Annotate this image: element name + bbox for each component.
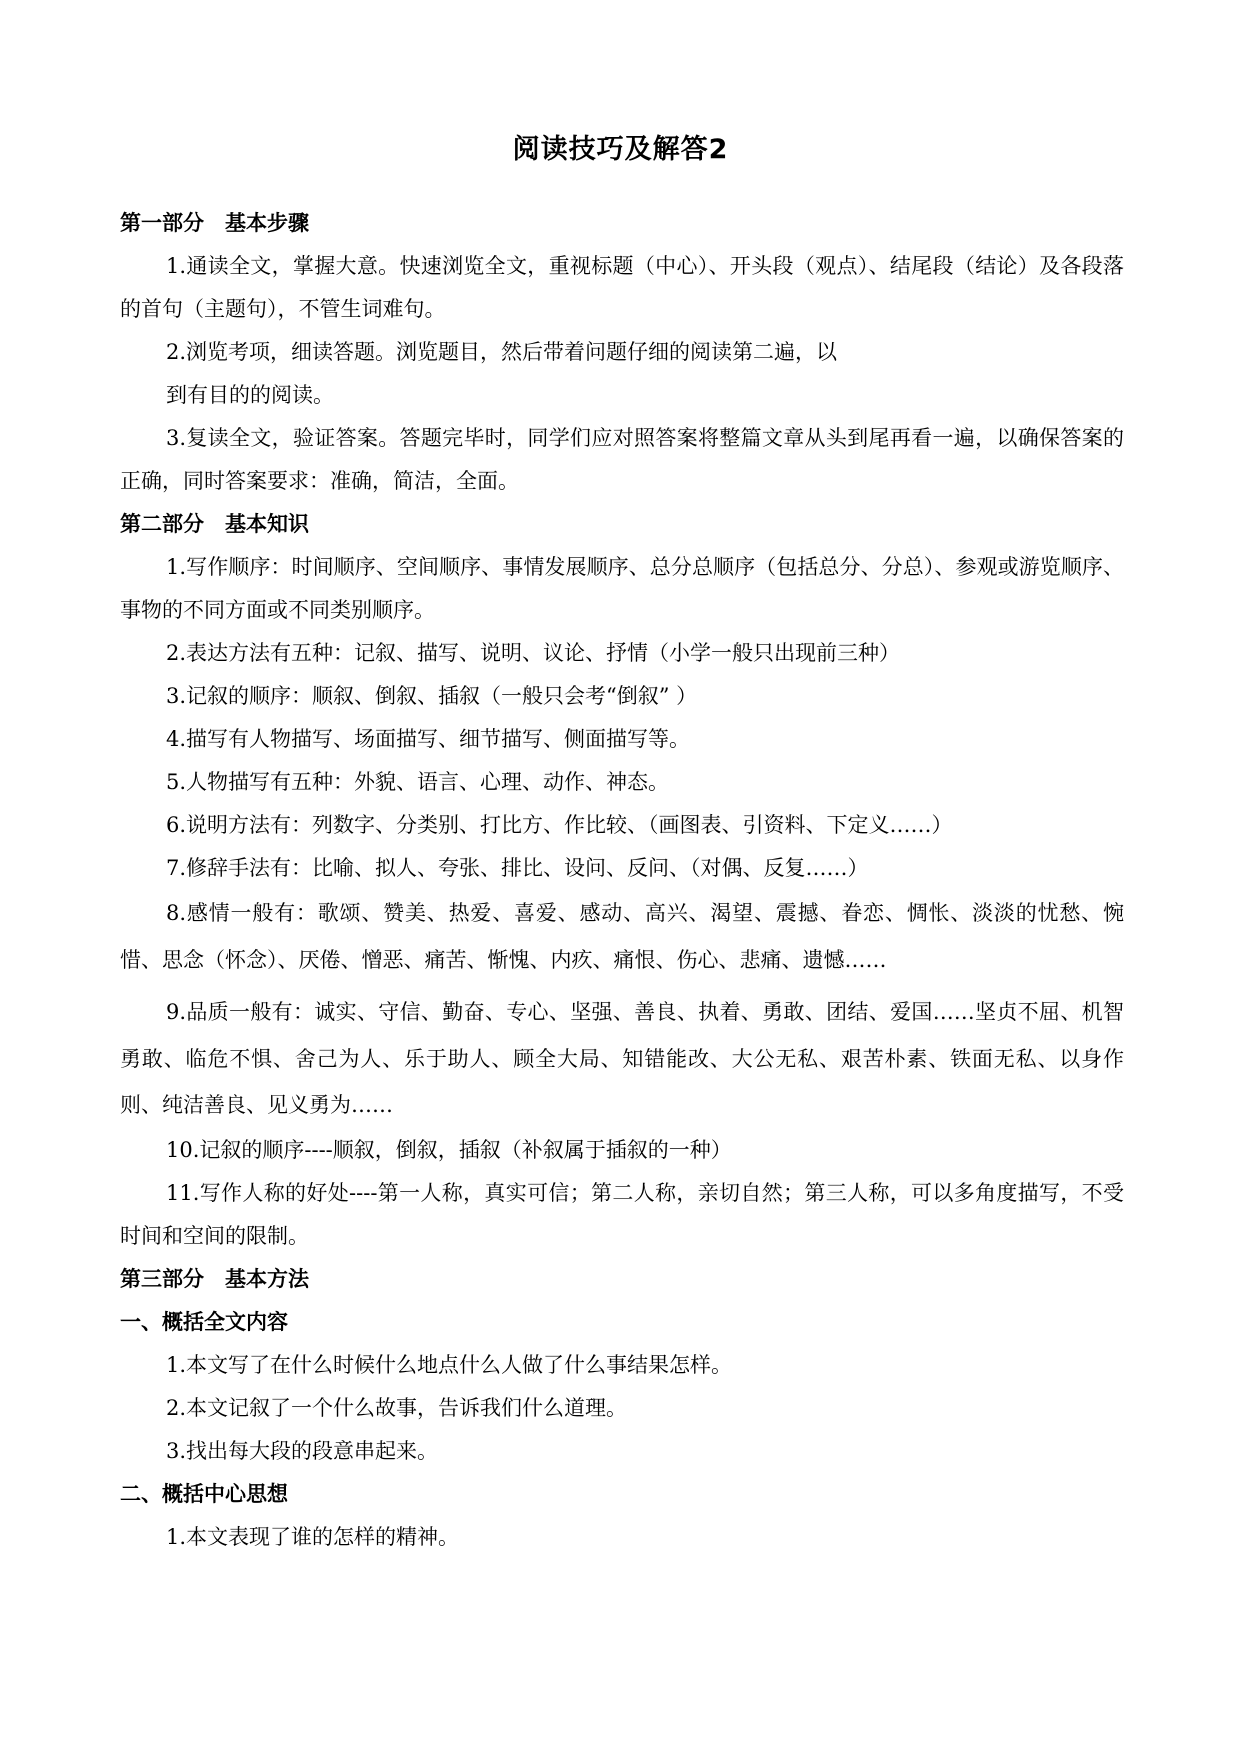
part3-section1-heading: 一、概括全文内容	[120, 1309, 288, 1334]
part3-heading: 第三部分 基本方法	[120, 1266, 309, 1291]
part2-paragraph-9: 9.品质一般有：诚实、守信、勤奋、专心、坚强、善良、执着、勇敢、团结、爱国……坚贞不屈、机智勇敢、临危不惧、舍己为人、乐于助人、顾全大局、知错能改、大公无私、艰苦朴素、铁面无私、以身作则、纯洁善良、见义勇为……	[120, 1000, 1124, 1117]
part3-section1-paragraph-3: 3.找出每大段的段意串起来。	[166, 1438, 439, 1463]
part3-section1-paragraph-1: 1.本文写了在什么时候什么地点什么人做了什么事结果怎样。	[166, 1352, 733, 1377]
part2-paragraph-6: 6.说明方法有：列数字、分类别、打比方、作比较、（画图表、引资料、下定义……）	[166, 813, 953, 837]
part2-paragraph-10: 10.记叙的顺序----顺叙，倒叙，插叙（补叙属于插叙的一种）	[166, 1137, 732, 1162]
part1-paragraph-2a: 2.浏览考项，细读答题。浏览题目，然后带着问题仔细的阅读第二遍，以	[166, 340, 838, 364]
part2-paragraph-11: 11.写作人称的好处----第一人称，真实可信；第二人称，亲切自然；第三人称，可以多角度描写，不受时间和空间的限制。	[120, 1180, 1124, 1248]
part2-paragraph-4: 4.描写有人物描写、场面描写、细节描写、侧面描写等。	[166, 727, 691, 751]
part1-heading: 第一部分 基本步骤	[120, 211, 309, 235]
part2-paragraph-2: 2.表达方法有五种：记叙、描写、说明、议论、抒情（小学一般只出现前三种）	[166, 641, 901, 665]
document-body	[120, 202, 1124, 1559]
part1-paragraph-2b: 到有目的的阅读。	[166, 383, 334, 407]
part2-paragraph-8: 8.感情一般有：歌颂、赞美、热爱、喜爱、感动、高兴、渴望、震撼、眷恋、惆怅、淡淡的忧愁、惋惜、思念（怀念）、厌倦、憎恶、痛苦、惭愧、内疚、痛恨、伤心、悲痛、遗憾……	[120, 901, 1124, 972]
part2-heading: 第二部分 基本知识	[120, 512, 309, 536]
document-title: 阅读技巧及解答2	[512, 134, 729, 165]
part2-paragraph-7: 7.修辞手法有：比喻、拟人、夸张、排比、设问、反问、（对偶、反复……）	[166, 856, 869, 880]
part2-paragraph-3: 3.记叙的顺序：顺叙、倒叙、插叙（一般只会考“倒叙” ）	[166, 684, 698, 708]
part3-section2-paragraph-1: 1.本文表现了谁的怎样的精神。	[166, 1524, 460, 1549]
part2-paragraph-1: 1.写作顺序：时间顺序、空间顺序、事情发展顺序、总分总顺序（包括总分、分总）、参观或游览顺序、事物的不同方面或不同类别顺序。	[120, 555, 1124, 622]
part3-section1-paragraph-2: 2.本文记叙了一个什么故事，告诉我们什么道理。	[166, 1395, 628, 1420]
part2-paragraph-5: 5.人物描写有五种：外貌、语言、心理、动作、神态。	[166, 770, 670, 794]
part3-section2-heading: 二、概括中心思想	[120, 1481, 288, 1506]
part1-paragraph-3: 3.复读全文，验证答案。答题完毕时，同学们应对照答案将整篇文章从头到尾再看一遍，以确保答案的正确，同时答案要求：准确，简洁，全面。	[120, 426, 1124, 493]
part1-paragraph-1: 1.通读全文，掌握大意。快速浏览全文，重视标题（中心）、开头段（观点）、结尾段（结论）及各段落的首句（主题句），不管生词难句。	[120, 254, 1124, 321]
